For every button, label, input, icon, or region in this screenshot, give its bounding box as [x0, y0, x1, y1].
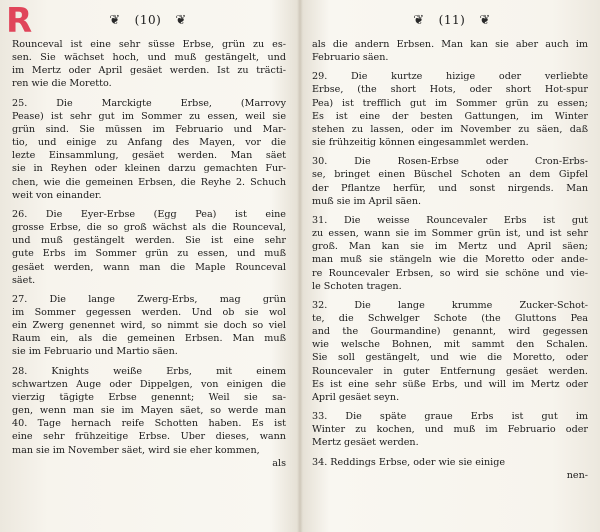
right-page-body — [312, 38, 588, 526]
text-line: man sie im November säet, wird sie eher kommen, — [12, 444, 260, 456]
text-line: 27. Die lange Zwerg-Erbs, mag grün — [12, 293, 286, 305]
ornament-left-icon: ❦ — [413, 12, 425, 28]
text-line: der Pflantze herfür, und sonst nirgends. Man — [312, 182, 588, 194]
text-line: tio, und einige zu Anfang des Mayen, vor die — [12, 137, 286, 149]
text-line: sen. Sie wächset hoch, und muß gestängelt, und — [12, 52, 286, 64]
text-line: als die andern Erbsen. Man kan sie aber auch im — [312, 39, 588, 50]
text-line: sie frühzeitig können eingesammlet werden. — [312, 137, 529, 149]
text-line: se, bringet einen Büschel Schoten an dem Gipfel — [312, 169, 588, 181]
text-line: gesäet werden, wann man die Maple Rounceval — [12, 261, 286, 273]
catchword: nen- — [566, 469, 588, 481]
text-line: 32. Die lange krumme Zucker-Schot- — [312, 299, 588, 311]
left-page-header — [0, 10, 296, 30]
text-line: chen, wie die gemeinen Erbsen, die Reyhe 2. Schuch — [12, 176, 286, 188]
text-line: gute Erbs im Sommer grün zu essen, und muß — [12, 248, 286, 260]
text-line: im Mertz oder April gesäet werden. Ist zu träcti- — [12, 65, 286, 77]
text-line: le Schoten tragen. — [312, 280, 402, 292]
right-page-header — [304, 10, 600, 30]
catchword: als — [272, 457, 286, 469]
text-line: Winter zu kochen, und muß im Februario oder — [312, 424, 588, 436]
text-line: vierzig tägigte Erbse genennt; Weil sie sa- — [12, 391, 286, 403]
text-line: groß. Man kan sie im Mertz und April säen; — [312, 241, 588, 253]
app-logo-icon: R — [6, 1, 33, 41]
text-line: säet. — [12, 274, 36, 286]
left-page-number: (10) — [134, 13, 162, 27]
left-page-body — [12, 38, 286, 526]
text-line: 25. Die Marckigte Erbse, (Marrovy — [12, 97, 286, 109]
text-line: stehen zu lassen, oder im November zu säen, daß — [312, 123, 588, 135]
text-line: im Sommer gegessen werden. Und ob sie wol — [12, 306, 286, 318]
text-line: grün sind. Sie müssen im Februario und Mar- — [12, 123, 286, 135]
text-line: Pease) ist sehr gut im Sommer zu essen, weil sie — [12, 110, 286, 122]
text-line: 33. Die späte graue Erbs ist gut im — [312, 411, 588, 423]
right-page — [304, 0, 600, 532]
text-line: grosse Erbse, die so groß wächst als die Rounceval, — [12, 222, 286, 234]
ornament-right-icon: ❦ — [175, 12, 187, 28]
text-line: 30. Die Rosen-Erbse oder Cron-Erbs- — [312, 156, 588, 168]
text-line: 26. Die Eyer-Erbse (Egg Pea) ist eine — [12, 208, 286, 220]
text-line: schwartzen Auge oder Dippelgen, von einigen die — [12, 378, 286, 390]
text-line: eine sehr frühzeitige Erbse. Uber dieses, wann — [12, 431, 286, 443]
text-line: Pea) ist trefflich gut im Sommer grün zu essen; — [312, 97, 588, 109]
text-line: ein Zwerg genennet wird, so nimmt sie doch so viel — [12, 320, 286, 332]
text-line: 34. Reddings Erbse, oder wie sie einige — [312, 456, 506, 468]
text-line: 31. Die weisse Rouncevaler Erbs ist gut — [312, 214, 588, 226]
text-line: Mertz gesäet werden. — [312, 437, 419, 449]
text-line: 40. Tage hernach reife Schotten haben. Es ist — [12, 418, 286, 430]
text-line: gen, wenn man sie im Mayen säet, so werde man — [12, 405, 286, 417]
text-line: Februario säen. — [312, 52, 389, 64]
text-line: wie welsche Bohnen, mit sammt den Schalen. — [312, 339, 588, 351]
text-line: Sie soll gestängelt, und wie die Moretto, oder — [312, 352, 588, 364]
text-line: re Rouncevaler Erbsen, so wird sie schöne und vie- — [312, 267, 588, 279]
text-line: and the Gourmandine) genannt, wird gegessen — [312, 326, 588, 338]
right-page-number: (11) — [438, 13, 466, 27]
text-line: April gesäet seyn. — [312, 391, 400, 403]
text-line: Rouncevaler in guter Entfernung gesäet werden. — [312, 365, 588, 377]
text-line: und muß gestängelt werden. Sie ist eine sehr — [12, 235, 286, 247]
text-line: Es ist eine der besten Gattungen, im Winter — [312, 110, 588, 122]
text-line: Erbse, (the short Hots, oder short Hot-spur — [312, 84, 588, 96]
text-line: muß sie im April säen. — [312, 195, 422, 207]
text-line: 28. Knights weiße Erbs, mit einem — [12, 365, 286, 377]
text-line: man muß sie stängeln wie die Moretto oder ande- — [312, 254, 588, 266]
text-line: Es ist eine sehr süße Erbs, und will im Mertz oder — [312, 378, 588, 390]
text-line: lezte Einsammlung, gesäet werden. Man säet — [12, 150, 286, 162]
text-line: Raum ein, als die gemeinen Erbsen. Man muß — [12, 333, 286, 345]
text-line: ren wie die Moretto. — [12, 78, 112, 90]
text-line: 29. Die kurtze hizige oder verliebte — [312, 71, 588, 83]
ornament-right-icon: ❦ — [479, 12, 491, 28]
ornament-left-icon: ❦ — [109, 12, 121, 28]
text-line: Rounceval ist eine sehr süsse Erbse, grün zu es- — [12, 39, 286, 50]
text-line: zu essen, wann sie im Sommer grün ist, und ist sehr — [312, 228, 588, 240]
left-page — [0, 0, 296, 532]
text-line: weit von einander. — [12, 189, 102, 201]
text-line: te, die Schwelger Schote (the Gluttons Pea — [312, 312, 588, 324]
text-line: sie in Reyhen oder kleinen darzu gemachten Fur- — [12, 163, 286, 175]
text-line: sie im Februario und Martio säen. — [12, 346, 178, 358]
